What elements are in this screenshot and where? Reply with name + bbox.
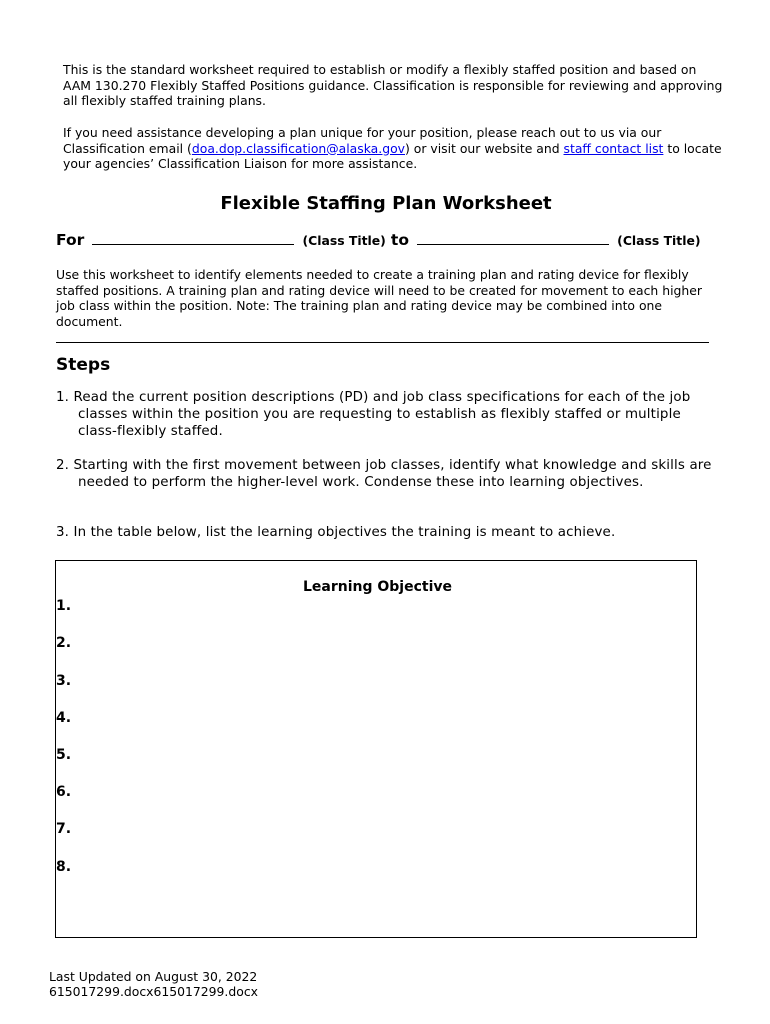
for-label: For — [56, 231, 85, 249]
to-class-title-blank[interactable] — [417, 231, 609, 245]
steps-heading: Steps — [56, 355, 111, 375]
step-item: 1. Read the current position descriptions (PD) and job class specifications for each of the job classes within the position you are requesting to establish as flexibly staffed or multiple class-flexibly staffed. — [56, 390, 691, 439]
horizontal-divider — [56, 342, 709, 343]
intro-text-before: If you need assistance developing a plan unique for your position, please reach out to us via our Classification email ( — [63, 125, 662, 156]
classification-email-link[interactable]: doa.dop.classification@alaska.gov — [191, 140, 405, 156]
objective-number: 6. — [56, 784, 72, 800]
class-title-label-2: (Class Title) — [617, 233, 701, 248]
page-title: Flexible Staffing Plan Worksheet — [220, 193, 552, 214]
intro-paragraph-2 — [63, 125, 723, 172]
step-item: 3. In the table below, list the learning objectives the training is meant to achieve. — [56, 525, 616, 540]
objective-number: 7. — [56, 821, 72, 837]
intro-text-after: to locate your agencies’ Classification Liaison for more assistance. — [63, 140, 722, 171]
objective-number: 8. — [56, 859, 72, 875]
step-item: 2. Starting with the first movement between job classes, identify what knowledge and skills are needed to perform the higher-level work. Condense these into learning objectives. — [56, 458, 712, 490]
objective-number: 2. — [56, 635, 72, 651]
learning-objectives-table[interactable] — [55, 560, 697, 938]
staff-contact-list-link[interactable]: staff contact list — [563, 140, 664, 156]
objective-number: 4. — [56, 710, 72, 726]
from-class-title-blank[interactable] — [92, 231, 294, 245]
objective-number: 1. — [56, 598, 72, 614]
class-title-label-1: (Class Title) — [302, 233, 386, 248]
objective-number: 3. — [56, 673, 72, 689]
objective-number: 5. — [56, 747, 72, 763]
to-label: to — [390, 231, 409, 249]
last-updated-text: Last Updated on August 30, 2022 — [49, 969, 258, 984]
document-filename: 615017299.docx615017299.docx — [49, 984, 258, 999]
class-title-line — [56, 230, 736, 249]
intro-paragraph-1: This is the standard worksheet required to establish or modify a flexibly staffed position and based on AAM 130.270 Flexibly Staffed Positions guidance. Classification is responsible for reviewing and approving all flexibly staffed training plans. — [63, 62, 723, 108]
intro-text-middle: ) or visit our website and — [405, 140, 564, 156]
worksheet-description: Use this worksheet to identify elements needed to create a training plan and rating device for flexibly staffed positions. A training plan and rating device will need to be created for movement to each higher job class within the position. Note: The training plan and rating device may be combined into one document. — [56, 267, 702, 329]
learning-objective-header: Learning Objective — [302, 579, 453, 595]
